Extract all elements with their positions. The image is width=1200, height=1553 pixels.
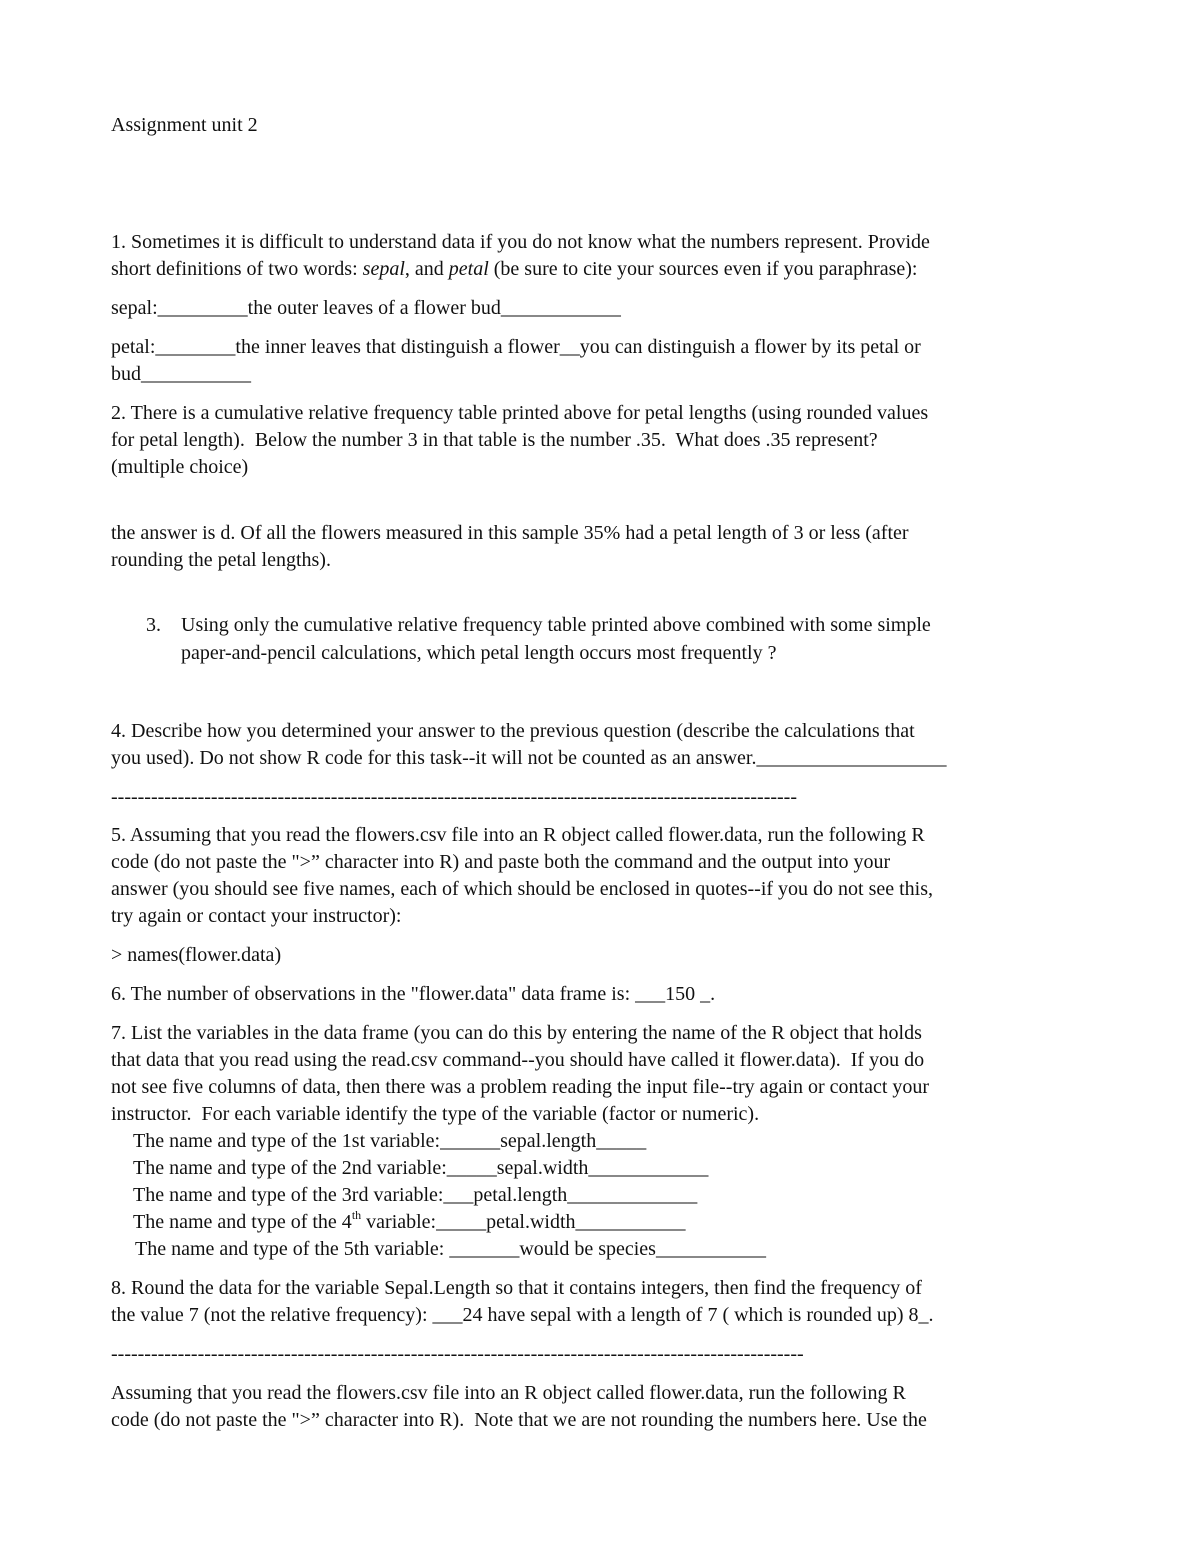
divider-1: ------------------------------------------------------------------------------------------------------- <box>111 786 797 808</box>
closing-line-1: Assuming that you read the flowers.csv file into an R object called flower.data, run the following R <box>111 1382 906 1404</box>
q4-line-2: you used). Do not show R code for this task--it will not be counted as an answer.___________________ <box>111 747 947 769</box>
q5-line-1: 5. Assuming that you read the flowers.csv file into an R object called flower.data, run the following R <box>111 824 925 846</box>
q7-variable-4 <box>133 1209 686 1236</box>
q3-line-2: paper-and-pencil calculations, which petal length occurs most frequently ? <box>181 642 777 664</box>
term-sepal: sepal <box>362 258 405 280</box>
q7-line-1: 7. List the variables in the data frame (you can do this by entering the name of the R object that holds <box>111 1022 922 1044</box>
q5-line-2: code (do not paste the ">” character into R) and paste both the command and the output into your <box>111 851 891 873</box>
q1-line-2-b: , and <box>404 258 449 280</box>
q4-line-1: 4. Describe how you determined your answer to the previous question (describe the calculations that <box>111 720 915 742</box>
q7-variable-4-b: variable:_____petal.width___________ <box>361 1211 686 1233</box>
q5-line-3: answer (you should see five names, each of which should be enclosed in quotes--if you do not see this, <box>111 878 934 900</box>
q8-line-2: the value 7 (not the relative frequency): ___24 have sepal with a length of 7 ( which is rounded up) 8_. <box>111 1304 934 1326</box>
q5-command: > names(flower.data) <box>111 944 282 966</box>
petal-definition-line-1: petal:________the inner leaves that distinguish a flower__you can distinguish a flower by its petal or <box>111 336 921 358</box>
q8-line-1: 8. Round the data for the variable Sepal.Length so that it contains integers, then find the frequency of <box>111 1277 922 1299</box>
petal-definition-line-2: bud___________ <box>111 363 251 385</box>
q2-line-3: (multiple choice) <box>111 456 249 478</box>
term-petal: petal <box>448 258 489 280</box>
q2-answer-line-1: the answer is d. Of all the flowers measured in this sample 35% had a petal length of 3 or less (after <box>111 522 909 544</box>
q1-line-2-c: (be sure to cite your sources even if you paraphrase): <box>488 258 918 280</box>
q7-variable-1: The name and type of the 1st variable:______sepal.length_____ <box>133 1130 647 1152</box>
q7-line-2: that data that you read using the read.csv command--you should have called it flower.data). If you do <box>111 1049 925 1071</box>
q1-line-2 <box>111 256 918 283</box>
q2-line-1: 2. There is a cumulative relative frequency table printed above for petal lengths (using rounded values <box>111 402 929 424</box>
q3-line-1: Using only the cumulative relative frequency table printed above combined with some simple <box>181 614 931 636</box>
q7-variable-3: The name and type of the 3rd variable:___petal.length_____________ <box>133 1184 698 1206</box>
sepal-definition: sepal:_________the outer leaves of a flower bud____________ <box>111 297 621 319</box>
q1-line-2-a: short definitions of two words: <box>111 258 363 280</box>
q7-variable-5: The name and type of the 5th variable: _______would be species___________ <box>135 1238 766 1260</box>
q7-line-4: instructor. For each variable identify the type of the variable (factor or numeric). <box>111 1103 760 1125</box>
q2-answer-line-2: rounding the petal lengths). <box>111 549 331 571</box>
q5-line-4: try again or contact your instructor): <box>111 905 402 927</box>
q3-number: 3. <box>146 614 161 636</box>
q6-line: 6. The number of observations in the "flower.data" data frame is: ___150 _. <box>111 983 716 1005</box>
divider-2: -------------------------------------------------------------------------------------------------------- <box>111 1343 804 1365</box>
document-title: Assignment unit 2 <box>111 114 258 136</box>
q2-line-2: for petal length). Below the number 3 in that table is the number .35. What does .35 represent? <box>111 429 878 451</box>
ordinal-suffix: th <box>351 1208 362 1222</box>
q7-variable-4-a: The name and type of the 4 <box>133 1211 352 1233</box>
q1-line-1: 1. Sometimes it is difficult to understand data if you do not know what the numbers represent. Provide <box>111 231 930 253</box>
closing-line-2: code (do not paste the ">” character into R). Note that we are not rounding the numbers here. Use the <box>111 1409 927 1431</box>
q7-line-3: not see five columns of data, then there was a problem reading the input file--try again or contact your <box>111 1076 930 1098</box>
q7-variable-2: The name and type of the 2nd variable:_____sepal.width____________ <box>133 1157 709 1179</box>
